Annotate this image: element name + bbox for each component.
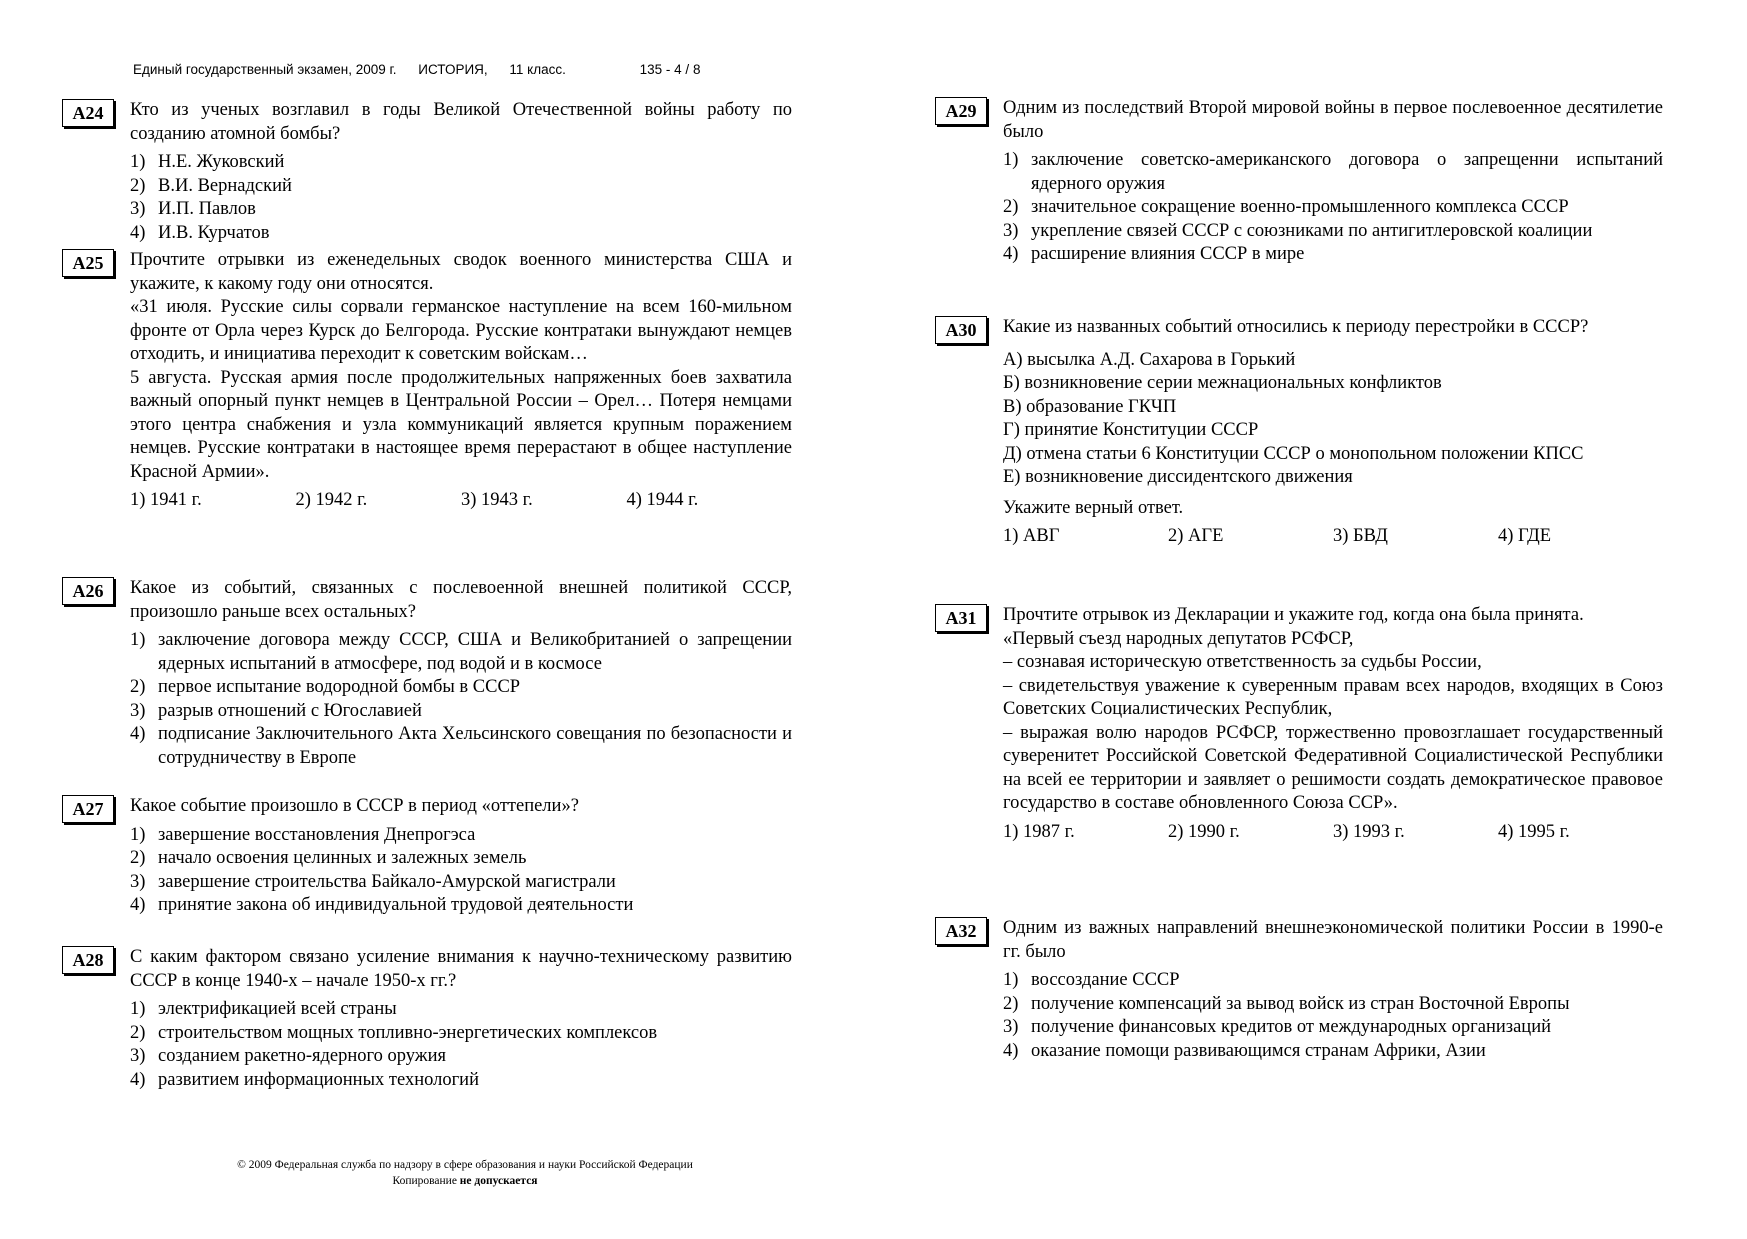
question-a26 xyxy=(62,577,792,770)
question-text-block xyxy=(130,249,792,484)
answer-option[interactable]: 3) получение финансовых кредитов от международных организаций xyxy=(1003,1017,1552,1037)
answer-option[interactable]: 1) заключение советско-американского договора о запрещенни испытаний ядерного оружия xyxy=(1003,150,1663,194)
answer-option[interactable]: 1) заключение договора между СССР, США и Великобританией о запрещении ядерных испытаний в атмосфере, под водой и в космосе xyxy=(130,630,792,674)
answer-options xyxy=(1003,969,1663,1063)
answer-option[interactable]: 4) 1995 г. xyxy=(1498,821,1570,842)
question-a29 xyxy=(935,97,1663,267)
event-item: А) высылка А.Д. Сахарова в Горький xyxy=(1003,349,1296,370)
answer-options xyxy=(130,824,792,918)
answer-options xyxy=(130,629,792,770)
answer-option[interactable]: 1) электрификацией всей страны xyxy=(130,999,397,1019)
quote-paragraph: «31 июля. Русские силы сорвали германское наступление на всем 160-мильном фронте от Орла через Курск до Белгорода. Русские контратаки вынуждают немцев отходить, и инициатива переходит к советским войскам… xyxy=(130,297,792,364)
copy-notice: Копирование не допускается xyxy=(392,1175,538,1187)
answer-option[interactable]: 3) укрепление связей СССР с союзниками по антигитлеровской коалиции xyxy=(1003,220,1593,241)
question-number: А29 xyxy=(935,97,987,125)
question-a28 xyxy=(62,946,792,1092)
answer-option[interactable]: 2) начало освоения целинных и залежных земель xyxy=(130,848,527,868)
quote-line: – свидетельствуя уважение к суверенным правам всех народов, входящих в Союз Советских Социалистических Республик, xyxy=(1003,675,1663,719)
answer-option[interactable]: 1) завершение восстановления Днепрогэса xyxy=(130,824,476,845)
answer-option[interactable]: 2) строительством мощных топливно-энергетических комплексов xyxy=(130,1022,658,1043)
subject: ИСТОРИЯ, xyxy=(418,62,488,77)
question-text: Кто из ученых возглавил в годы Великой Отечественной войны работу по созданию атомной бомбы? xyxy=(130,100,792,144)
answer-option[interactable]: 2) первое испытание водородной бомбы в СССР xyxy=(130,677,521,697)
page-footer xyxy=(150,1157,780,1189)
answer-option[interactable]: 2) АГЕ xyxy=(1168,526,1224,546)
answer-options xyxy=(1003,149,1663,267)
question-number: А24 xyxy=(62,99,114,127)
question-text: Одним из последствий Второй мировой войны в первое послевоенное десятилетие было xyxy=(1003,98,1663,142)
answer-option[interactable]: 4) И.В. Курчатов xyxy=(130,222,270,243)
question-text: Какое событие произошло в СССР в период «оттепели»? xyxy=(130,796,579,816)
event-list xyxy=(1003,349,1663,490)
answer-option[interactable]: 3) И.П. Павлов xyxy=(130,199,256,219)
answer-prompt: Укажите верный ответ. xyxy=(1003,497,1184,518)
page-header xyxy=(133,62,718,77)
question-number: А30 xyxy=(935,316,987,344)
page-number: 135 - 4 / 8 xyxy=(639,62,701,77)
answer-option[interactable]: 4) подписание Заключительного Акта Хельсинского совещания по безопасности и сотрудничеству в Европе xyxy=(130,724,792,768)
answer-option[interactable]: 2) значительное сокращение военно-промышленного комплекса СССР xyxy=(1003,197,1569,217)
answer-option[interactable]: 4) расширение влияния СССР в мире xyxy=(1003,244,1305,264)
question-a30 xyxy=(935,316,1663,549)
answer-option[interactable]: 1) Н.Е. Жуковский xyxy=(130,152,285,172)
answer-option[interactable]: 2) В.И. Вернадский xyxy=(130,175,292,196)
answer-options xyxy=(130,998,792,1092)
question-number: А28 xyxy=(62,946,114,974)
question-text: Какие из названных событий относились к периоду перестройки в СССР? xyxy=(1003,317,1589,337)
answer-option[interactable]: 1) АВГ xyxy=(1003,526,1060,546)
question-a32 xyxy=(935,917,1663,1063)
answer-option[interactable]: 4) принятие закона об индивидуальной трудовой деятельности xyxy=(130,895,634,915)
answer-option[interactable]: 3) завершение строительства Байкало-Амурской магистрали xyxy=(130,871,616,892)
copyright-line: © 2009 Федеральная служба по надзору в сфере образования и науки Российской Федерации xyxy=(237,1159,693,1171)
quote-paragraph: 5 августа. Русская армия после продолжительных напряженных боев захватила важный опорный пункт немцев в Центральной России – Орел… Потеря немцами этого центра снабжения и узла коммуникаций является крупным поражением немцев. Русские контратаки в настоящее время перерастают в общее наступление Красной Армии». xyxy=(130,367,792,482)
answer-option[interactable]: 4) ГДЕ xyxy=(1498,526,1552,546)
answer-option[interactable]: 4) развитием информационных технологий xyxy=(130,1069,479,1090)
question-text: С каким фактором связано усиление внимания к научно-техническому развитию СССР в конце 1940-х – начале 1950-х гг.? xyxy=(130,947,792,991)
question-a25 xyxy=(62,249,792,513)
answer-option[interactable]: 2) получение компенсаций за вывод войск из стран Восточной Европы xyxy=(1003,993,1570,1014)
answer-option[interactable]: 3) разрыв отношений с Югославией xyxy=(130,700,422,721)
event-item: Г) принятие Конституции СССР xyxy=(1003,420,1259,440)
question-number: А25 xyxy=(62,249,114,277)
event-item: В) образование ГКЧП xyxy=(1003,396,1177,417)
answer-option[interactable]: 4) оказание помощи развивающимся странам Африки, Азии xyxy=(1003,1040,1486,1061)
answer-option[interactable]: 2) 1942 г. xyxy=(295,490,368,510)
question-text: Прочтите отрывок из Декларации и укажите год, когда она была принята. xyxy=(1003,605,1584,625)
answer-option[interactable]: 3) 1943 г. xyxy=(461,490,533,510)
event-item: Е) возникновение диссидентского движения xyxy=(1003,467,1353,487)
answer-option[interactable]: 3) БВД xyxy=(1333,526,1388,546)
question-a27 xyxy=(62,795,792,918)
answer-option[interactable]: 1) 1941 г. xyxy=(130,490,202,510)
answer-option[interactable]: 3) 1993 г. xyxy=(1333,821,1405,842)
answer-option[interactable]: 1) воссоздание СССР xyxy=(1003,970,1180,990)
question-number: А32 xyxy=(935,917,987,945)
question-number: А27 xyxy=(62,795,114,823)
answer-options xyxy=(130,151,792,245)
question-text: Прочтите отрывки из еженедельных сводок военного министерства США и укажите, к какому году они относятся. xyxy=(130,250,792,294)
quote-line: – сознавая историческую ответственность за судьбы России, xyxy=(1003,652,1482,672)
answer-option[interactable]: 2) 1990 г. xyxy=(1168,821,1240,842)
question-number: А26 xyxy=(62,577,114,605)
quote-line: «Первый съезд народных депутатов РСФСР, xyxy=(1003,628,1354,649)
question-a24 xyxy=(62,99,792,245)
question-number: А31 xyxy=(935,604,987,632)
question-text: Одним из важных направлений внешнеэкономической политики России в 1990-е гг. было xyxy=(1003,918,1663,962)
question-text-block xyxy=(1003,604,1663,816)
exam-title: Единый государственный экзамен, 2009 г. xyxy=(133,62,397,77)
quote-line: – выражая волю народов РСФСР, торжественно провозглашает государственный суверенитет Российской Советской Федеративной Социалистической Республики на всей ее территории и заявляет о решимости создать демократическое правовое государство в составе обновленного Союза ССР». xyxy=(1003,722,1663,813)
answer-options xyxy=(1003,525,1663,549)
answer-options xyxy=(1003,821,1663,845)
answer-option[interactable]: 3) созданием ракетно-ядерного оружия xyxy=(130,1046,446,1066)
answer-options xyxy=(130,489,792,513)
question-a31 xyxy=(935,604,1663,844)
question-text: Какое из событий, связанных с послевоенной внешней политикой СССР, произошло раньше всех остальных? xyxy=(130,578,792,622)
answer-option[interactable]: 1) 1987 г. xyxy=(1003,821,1075,842)
event-item: Б) возникновение серии межнациональных конфликтов xyxy=(1003,373,1442,393)
event-item: Д) отмена статьи 6 Конституции СССР о монопольном положении КПСС xyxy=(1003,443,1584,464)
answer-option[interactable]: 4) 1944 г. xyxy=(626,490,699,510)
grade: 11 класс. xyxy=(509,62,566,77)
